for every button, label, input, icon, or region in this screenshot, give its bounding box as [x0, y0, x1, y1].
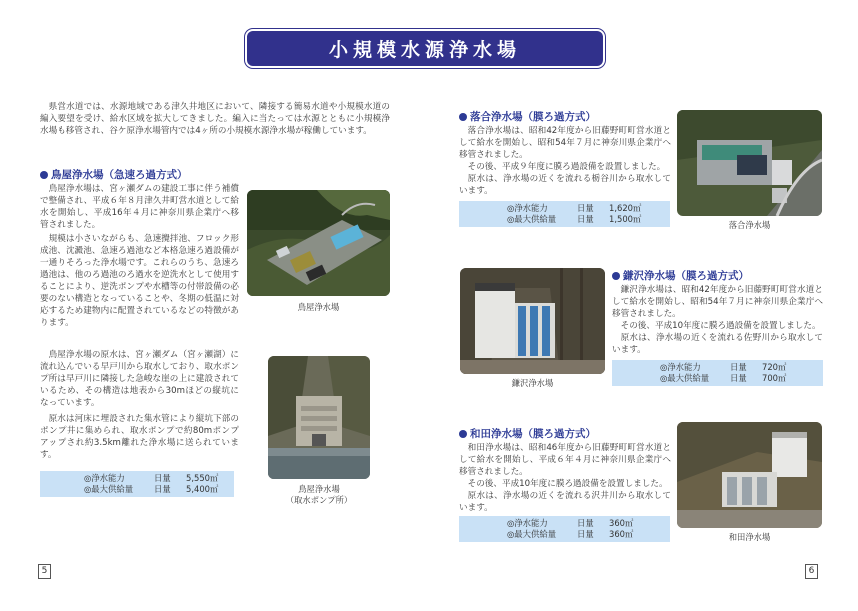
spec-row-supply: [660, 373, 823, 384]
spec-row-supply: [507, 529, 670, 540]
spec-unit: 日量: [577, 529, 594, 539]
toriya-text-1: 鳥屋浄水場は、宮ヶ瀬ダムの建設工事に伴う補償で整備され、平成６年８月津久井町営水道として給水を開始し、平成16年４月に神奈川県企業庁へ移管されました。: [40, 184, 239, 230]
spec-value: 1,500㎥: [609, 214, 642, 224]
spec-unit: 日量: [730, 362, 747, 372]
bullet-icon: [459, 430, 467, 438]
spec-value: 5,550㎥: [186, 473, 219, 483]
wada-text-1: 和田浄水場は、昭和46年度から旧藤野町町営水道として給水を開始し、平成６年４月に神奈川県企業庁へ移管されました。: [459, 443, 671, 477]
spec-row-capacity: [507, 203, 670, 214]
toriya-text-2: 規模は小さいながらも、急速攪拌池、フロック形成池、沈澱池、急速ろ過池など本格急速ろ過設備が一通りそろった浄水場です。これらのうち、急速ろ過池は、他のろ過池のろ過水を逆洗水として使用することにより、逆洗ポンプや水槽等の付帯設備の必要のない構造となっていることや、冬期の低温に対応するため建物内に配置されているなどの特徴があります。: [40, 234, 239, 328]
spec-label: ◎浄水能力: [507, 518, 548, 528]
ochiai-spec-box: [459, 201, 670, 227]
bullet-icon: [459, 113, 467, 121]
spec-row-supply: [507, 214, 670, 225]
spec-label: ◎最大供給量: [660, 373, 710, 383]
title-banner: [247, 31, 603, 66]
wada-photo: [677, 422, 822, 528]
page-number-right: 6: [805, 564, 818, 579]
kamasawa-caption: 鎌沢浄水場: [511, 378, 554, 388]
ochiai-caption: 落合浄水場: [728, 220, 771, 230]
ochiai-text-3: 原水は、浄水場の近くを流れる栃谷川から取水しています。: [459, 174, 671, 196]
kamasawa-heading-text: 鎌沢浄水場（膜ろ過方式）: [623, 270, 749, 282]
spec-unit: 日量: [577, 214, 594, 224]
spec-unit: 日量: [730, 373, 747, 383]
spec-label: ◎浄水能力: [84, 473, 125, 483]
spec-value: 5,400㎥: [186, 484, 219, 494]
toriya-heading-text: 鳥屋浄水場（急速ろ過方式）: [51, 169, 188, 181]
toriya-pump-caption-2: （取水ポンプ所）: [285, 495, 353, 505]
wada-caption: 和田浄水場: [728, 532, 771, 542]
toriya-text-3: 鳥屋浄水場の原水は、宮ヶ瀬ダム（宮ヶ瀬湖）に流れ込んでいる早戸川から取水しており、取水ポンプ所は早戸川に隣接した急峻な崖の上に建設されているため、その構造は地表から30mほどの縦坑になっています。: [40, 350, 239, 408]
ochiai-text-1: 落合浄水場は、昭和42年度から旧藤野町町営水道として給水を開始し、昭和54年７月に神奈川県企業庁へ移管されました。: [459, 126, 671, 160]
ochiai-text-2: その後、平成９年度に膜ろ過設備を設置しました。: [467, 162, 666, 172]
page-title: 小規模水源浄水場: [328, 39, 521, 61]
bullet-icon: [612, 272, 620, 280]
wada-spec-box: [459, 516, 670, 542]
wada-text-3: 原水は、浄水場の近くを流れる沢井川から取水しています。: [459, 491, 671, 513]
kamasawa-photo: [460, 268, 605, 374]
page-number-left: 5: [38, 564, 51, 579]
spec-value: 700㎥: [762, 373, 787, 383]
spec-value: 360㎥: [609, 529, 634, 539]
spec-label: ◎浄水能力: [660, 362, 701, 372]
spec-value: 720㎥: [762, 362, 787, 372]
spec-unit: 日量: [154, 484, 171, 494]
spec-row-capacity: [84, 473, 234, 484]
kamasawa-text-3: 原水は、浄水場の近くを流れる佐野川から取水しています。: [612, 333, 823, 355]
spec-row-supply: [84, 484, 234, 495]
toriya-aerial-photo: [247, 190, 390, 296]
toriya-photo-caption: 鳥屋浄水場: [297, 302, 340, 312]
spec-unit: 日量: [577, 203, 594, 213]
ochiai-heading-text: 落合浄水場（膜ろ過方式）: [470, 111, 596, 123]
wada-heading-text: 和田浄水場（膜ろ過方式）: [470, 428, 596, 440]
kamasawa-text-2: その後、平成10年度に膜ろ過設備を設置しました。: [620, 321, 821, 331]
spec-label: ◎最大供給量: [507, 214, 557, 224]
spec-row-capacity: [507, 518, 670, 529]
toriya-pump-caption-1: 鳥屋浄水場: [298, 484, 340, 494]
wada-text-2: その後、平成10年度に膜ろ過設備を設置しました。: [467, 479, 668, 489]
intro-text: 県営水道では、水源地域である津久井地区において、隣接する簡易水道や小規模水道の編入要望を受け、給水区域を拡大してきました。編入に当たっては水源とともに小規模浄水場も移管され、谷ケ原浄水場管内では4ヶ所の小規模水源浄水場が稼働しています。: [40, 102, 390, 136]
kamasawa-spec-box: [612, 360, 823, 386]
toriya-text-4: 原水は河床に埋設された集水管により縦坑下部のポンプ井に集められ、取水ポンプで約80mポンプアップされ約3.5km離れた浄水場に送られています。: [40, 414, 239, 460]
kamasawa-heading: [612, 268, 749, 283]
spec-label: ◎最大供給量: [84, 484, 134, 494]
spec-value: 1,620㎥: [609, 203, 642, 213]
toriya-pump-photo: [268, 356, 370, 479]
spec-unit: 日量: [577, 518, 594, 528]
spec-label: ◎最大供給量: [507, 529, 557, 539]
wada-heading: [459, 426, 596, 441]
spec-row-capacity: [660, 362, 823, 373]
spec-value: 360㎥: [609, 518, 634, 528]
ochiai-heading: [459, 109, 596, 124]
spec-unit: 日量: [154, 473, 171, 483]
spec-label: ◎浄水能力: [507, 203, 548, 213]
ochiai-photo: [677, 110, 822, 216]
toriya-spec-box: [40, 471, 234, 497]
bullet-icon: [40, 171, 48, 179]
toriya-heading: [40, 167, 188, 182]
kamasawa-text-1: 鎌沢浄水場は、昭和42年度から旧藤野町町営水道として給水を開始し、昭和54年７月に神奈川県企業庁へ移管されました。: [612, 285, 823, 319]
